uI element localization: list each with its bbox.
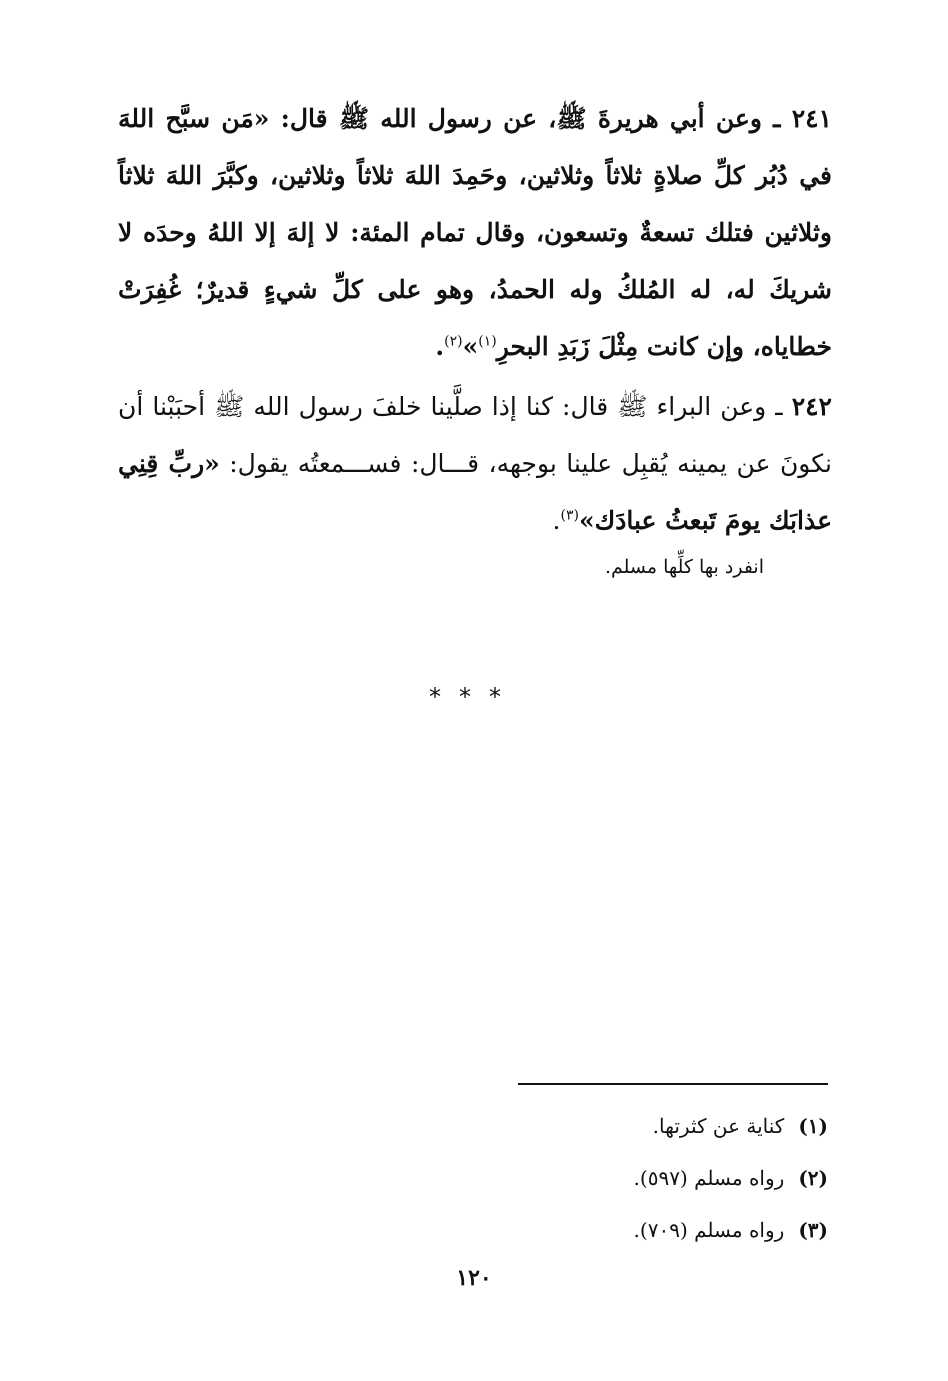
hadith-number: ٢٤١: [791, 104, 832, 133]
hadith-241: [118, 90, 832, 375]
quote-close: »: [462, 332, 479, 361]
footnote-number: (٣): [798, 1218, 828, 1242]
hadith-quote: «مَن سبَّح اللهَ في دُبُر كلِّ صلاةٍ ثلاثاً وثلاثين، وحَمِدَ اللهَ ثلاثاً وثلاثين، وكبَّرَ اللهَ ثلاثاً وثلاثين فتلك تسعةٌ وتسعون، وقال تمام المئة: لا إلهَ إلا اللهُ وحدَه لا شريكَ له، له المُلكُ وله الحمدُ، وهو على كلِّ شيءٍ قديرٌ؛ غُفِرَتْ خطاياه، وإن كانت مِثْلَ زَبَدِ البحرِ: [118, 104, 832, 361]
hadith-number: ٢٤٢: [791, 392, 832, 421]
footnote-item: [634, 1152, 828, 1204]
footnote-number: (٢): [798, 1166, 828, 1190]
hadith-intro: ـ وعن أبي هريرةَ ﷺ، عن رسول الله ﷺ قال:: [269, 104, 792, 133]
section-divider: ***: [429, 683, 519, 711]
footnote-ref: (٢): [444, 333, 463, 350]
footnote-ref: (٣): [560, 507, 579, 524]
footnote-text: كناية عن كثرتها.: [652, 1114, 785, 1138]
hadith-242: [118, 378, 832, 549]
hadith-quote: «ربِّ قِنِي عذابَك يومَ تَبعثُ عبادَك: [118, 449, 832, 535]
period: .: [552, 506, 561, 535]
footnote-text: رواه مسلم (٧٠٩).: [633, 1218, 785, 1242]
footnote-number: (١): [798, 1114, 828, 1138]
period: .: [435, 332, 445, 361]
page-number: ١٢٠: [456, 1265, 492, 1291]
hadith-intro: ـ وعن البراء ﷺ قال: كنا إذا صلَّينا خلفَ رسول الله ﷺ أحبَبْنا أن نكونَ عن يمينه يُقبِل علينا بوجهه، قـــال: فســـمعتُه يقول:: [118, 392, 832, 478]
footnotes-list: [634, 1100, 828, 1256]
quote-close: »: [578, 506, 595, 535]
footnote-item: [634, 1204, 828, 1256]
footnote-ref: (١): [478, 333, 497, 350]
footnote-item: [634, 1100, 828, 1152]
footnote-rule: [518, 1083, 828, 1085]
source-note: انفرد بها كلِّها مسلم.: [604, 556, 764, 578]
footnote-text: رواه مسلم (٥٩٧).: [633, 1166, 785, 1190]
